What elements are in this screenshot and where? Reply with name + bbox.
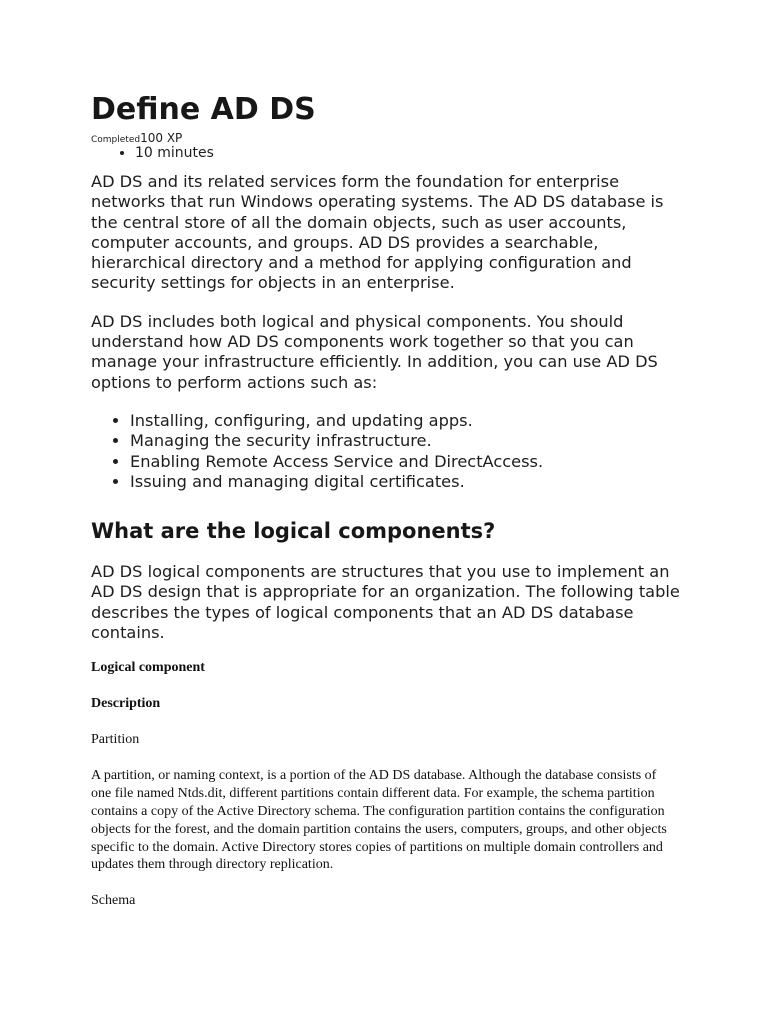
xp-label: 100 XP xyxy=(140,131,183,145)
table-header-component: Logical component xyxy=(91,660,205,676)
intro-paragraph-2: AD DS includes both logical and physical components. You should understand how AD DS components work together so that you can manage your infrastructure efficiently. In addition, you can use AD DS options to perform actions such as: xyxy=(91,311,658,392)
duration-list xyxy=(91,144,691,162)
intro-paragraph-1: AD DS and its related services form the foundation for enterprise networks that run Windows operating systems. The AD DS database is the central store of all the domain objects, such as user accounts, computer accounts, and groups. AD DS provides a searchable, hierarchical directory and a method for applying configuration and security settings for objects in an enterprise. xyxy=(91,172,664,293)
module-meta xyxy=(91,130,691,144)
list-item: • Installing, configuring, and updating apps. xyxy=(130,411,691,431)
section-paragraph: AD DS logical components are structures that you use to implement an AD DS design that is appropriate for an organization. The following table describes the types of logical components that an AD DS database contains. xyxy=(91,562,680,643)
table-cell-component: Partition xyxy=(91,732,140,748)
duration-item: • 10 minutes xyxy=(135,144,691,162)
table-cell-description: A partition, or naming context, is a portion of the AD DS database. Although the database consists of one file named Ntds.dit, different partitions contain different data. For example, the schema partition contains a copy of the Active Directory schema. The configuration partition contains the configuration objects for the forest, and the domain partition contains the users, computers, groups, and other objects specific to the domain. Active Directory stores copies of partitions on multiple domain controllers and updates them through directory replication. xyxy=(91,768,667,873)
table-cell-component: Schema xyxy=(91,893,136,909)
list-item: • Managing the security infrastructure. xyxy=(130,431,691,451)
article xyxy=(91,92,691,928)
list-item: • Enabling Remote Access Service and DirectAccess. xyxy=(130,452,691,472)
components-table xyxy=(91,659,691,910)
page-title: Define AD DS xyxy=(91,92,316,127)
completed-label: Completed xyxy=(91,135,141,145)
list-item: • Issuing and managing digital certificates. xyxy=(130,472,691,492)
table-header-description: Description xyxy=(91,696,161,712)
section-heading: What are the logical components? xyxy=(91,519,496,544)
actions-list xyxy=(91,411,691,492)
